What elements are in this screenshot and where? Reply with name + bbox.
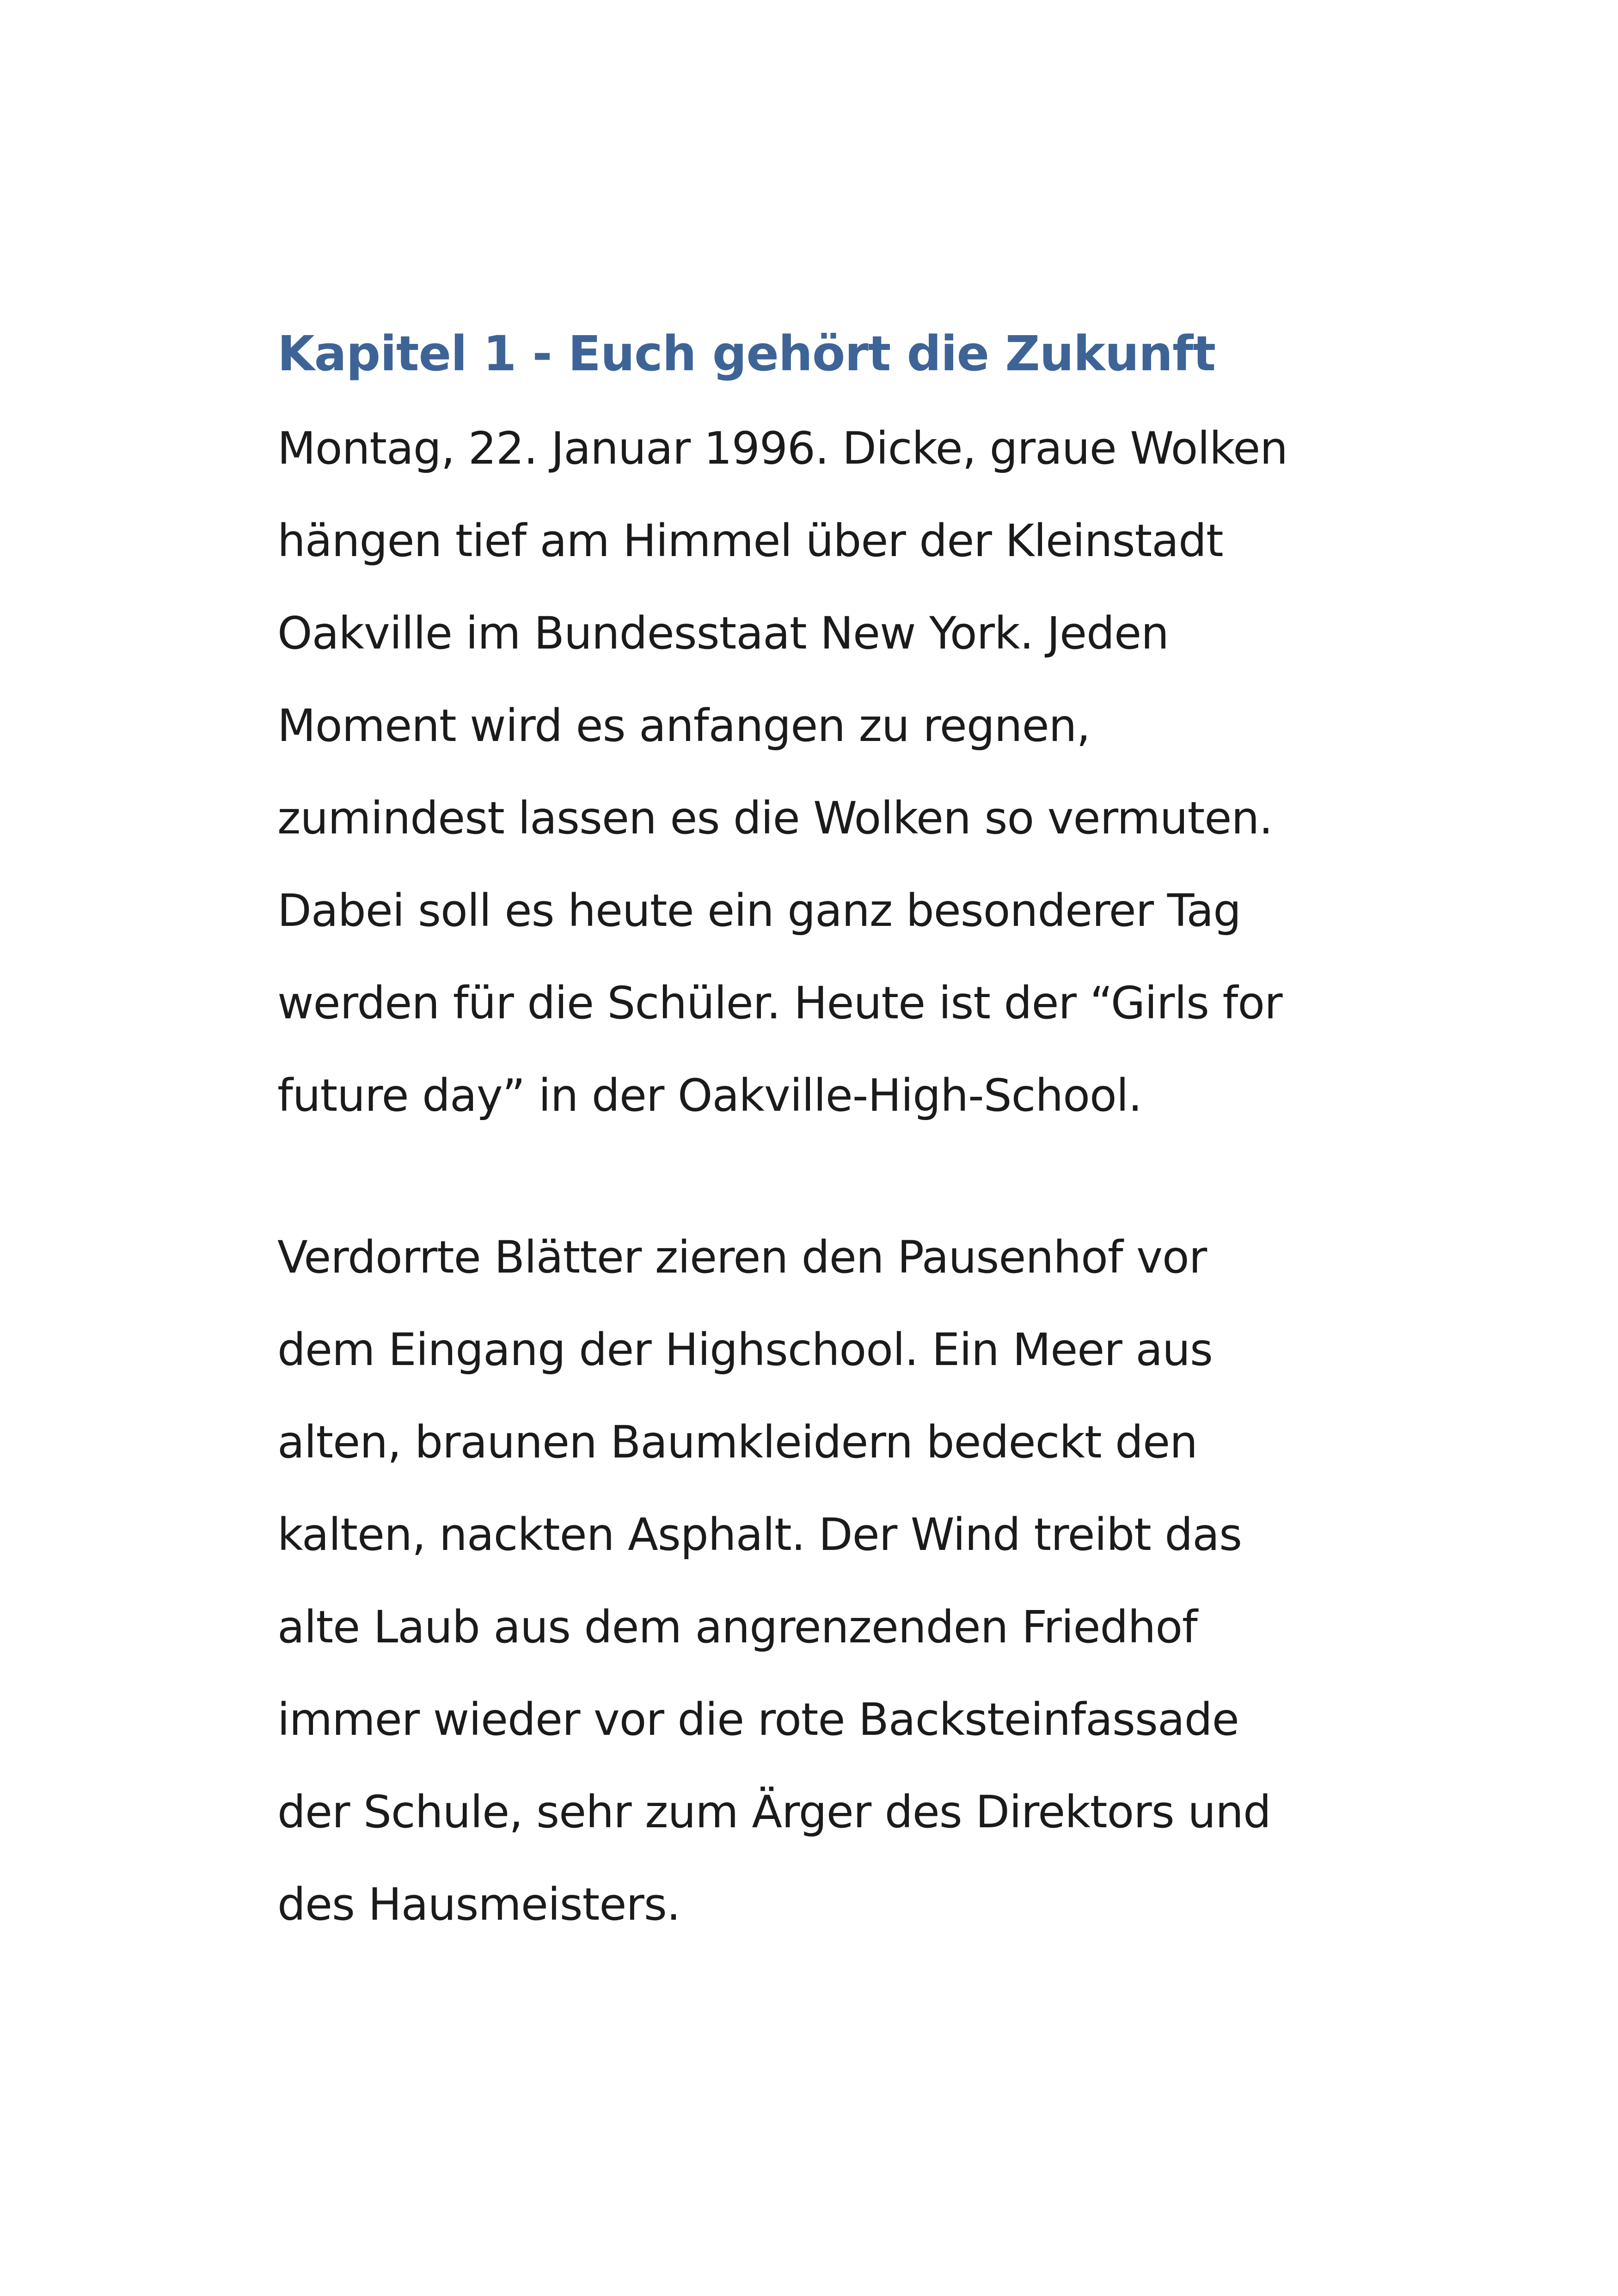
paragraph-line: des Hausmeisters. bbox=[277, 1879, 680, 1930]
paragraph-1 bbox=[277, 402, 1387, 1142]
paragraph-line: kalten, nackten Asphalt. Der Wind treibt das bbox=[277, 1509, 1242, 1561]
paragraph-line: immer wieder vor die rote Backsteinfassade bbox=[277, 1694, 1239, 1745]
document-content bbox=[277, 319, 1387, 1951]
paragraph-line: future day” in der Oakville-High-School. bbox=[277, 1070, 1142, 1121]
chapter-title: Kapitel 1 - Euch gehört die Zukunft bbox=[277, 325, 1216, 382]
paragraph-line: Moment wird es anfangen zu regnen, bbox=[277, 700, 1091, 752]
paragraph-line: Montag, 22. Januar 1996. Dicke, graue Wolken bbox=[277, 422, 1288, 474]
paragraph-line: Dabei soll es heute ein ganz besonderer Tag bbox=[277, 885, 1241, 937]
paragraph-line: dem Eingang der Highschool. Ein Meer aus bbox=[277, 1324, 1213, 1376]
paragraph-line: Verdorrte Blätter zieren den Pausenhof vor bbox=[277, 1231, 1207, 1283]
paragraph-line: werden für die Schüler. Heute ist der “Girls for bbox=[277, 977, 1282, 1029]
paragraph-line: alten, braunen Baumkleidern bedeckt den bbox=[277, 1416, 1197, 1468]
paragraph-line: hängen tief am Himmel über der Kleinstadt bbox=[277, 515, 1223, 567]
paragraph-line: zumindest lassen es die Wolken so vermuten. bbox=[277, 792, 1273, 844]
paragraph-line: Oakville im Bundesstaat New York. Jeden bbox=[277, 607, 1169, 659]
paragraph-line: alte Laub aus dem angrenzenden Friedhof bbox=[277, 1601, 1197, 1653]
paragraph-line: der Schule, sehr zum Ärger des Direktors und bbox=[277, 1786, 1271, 1838]
paragraph-2 bbox=[277, 1211, 1387, 1951]
